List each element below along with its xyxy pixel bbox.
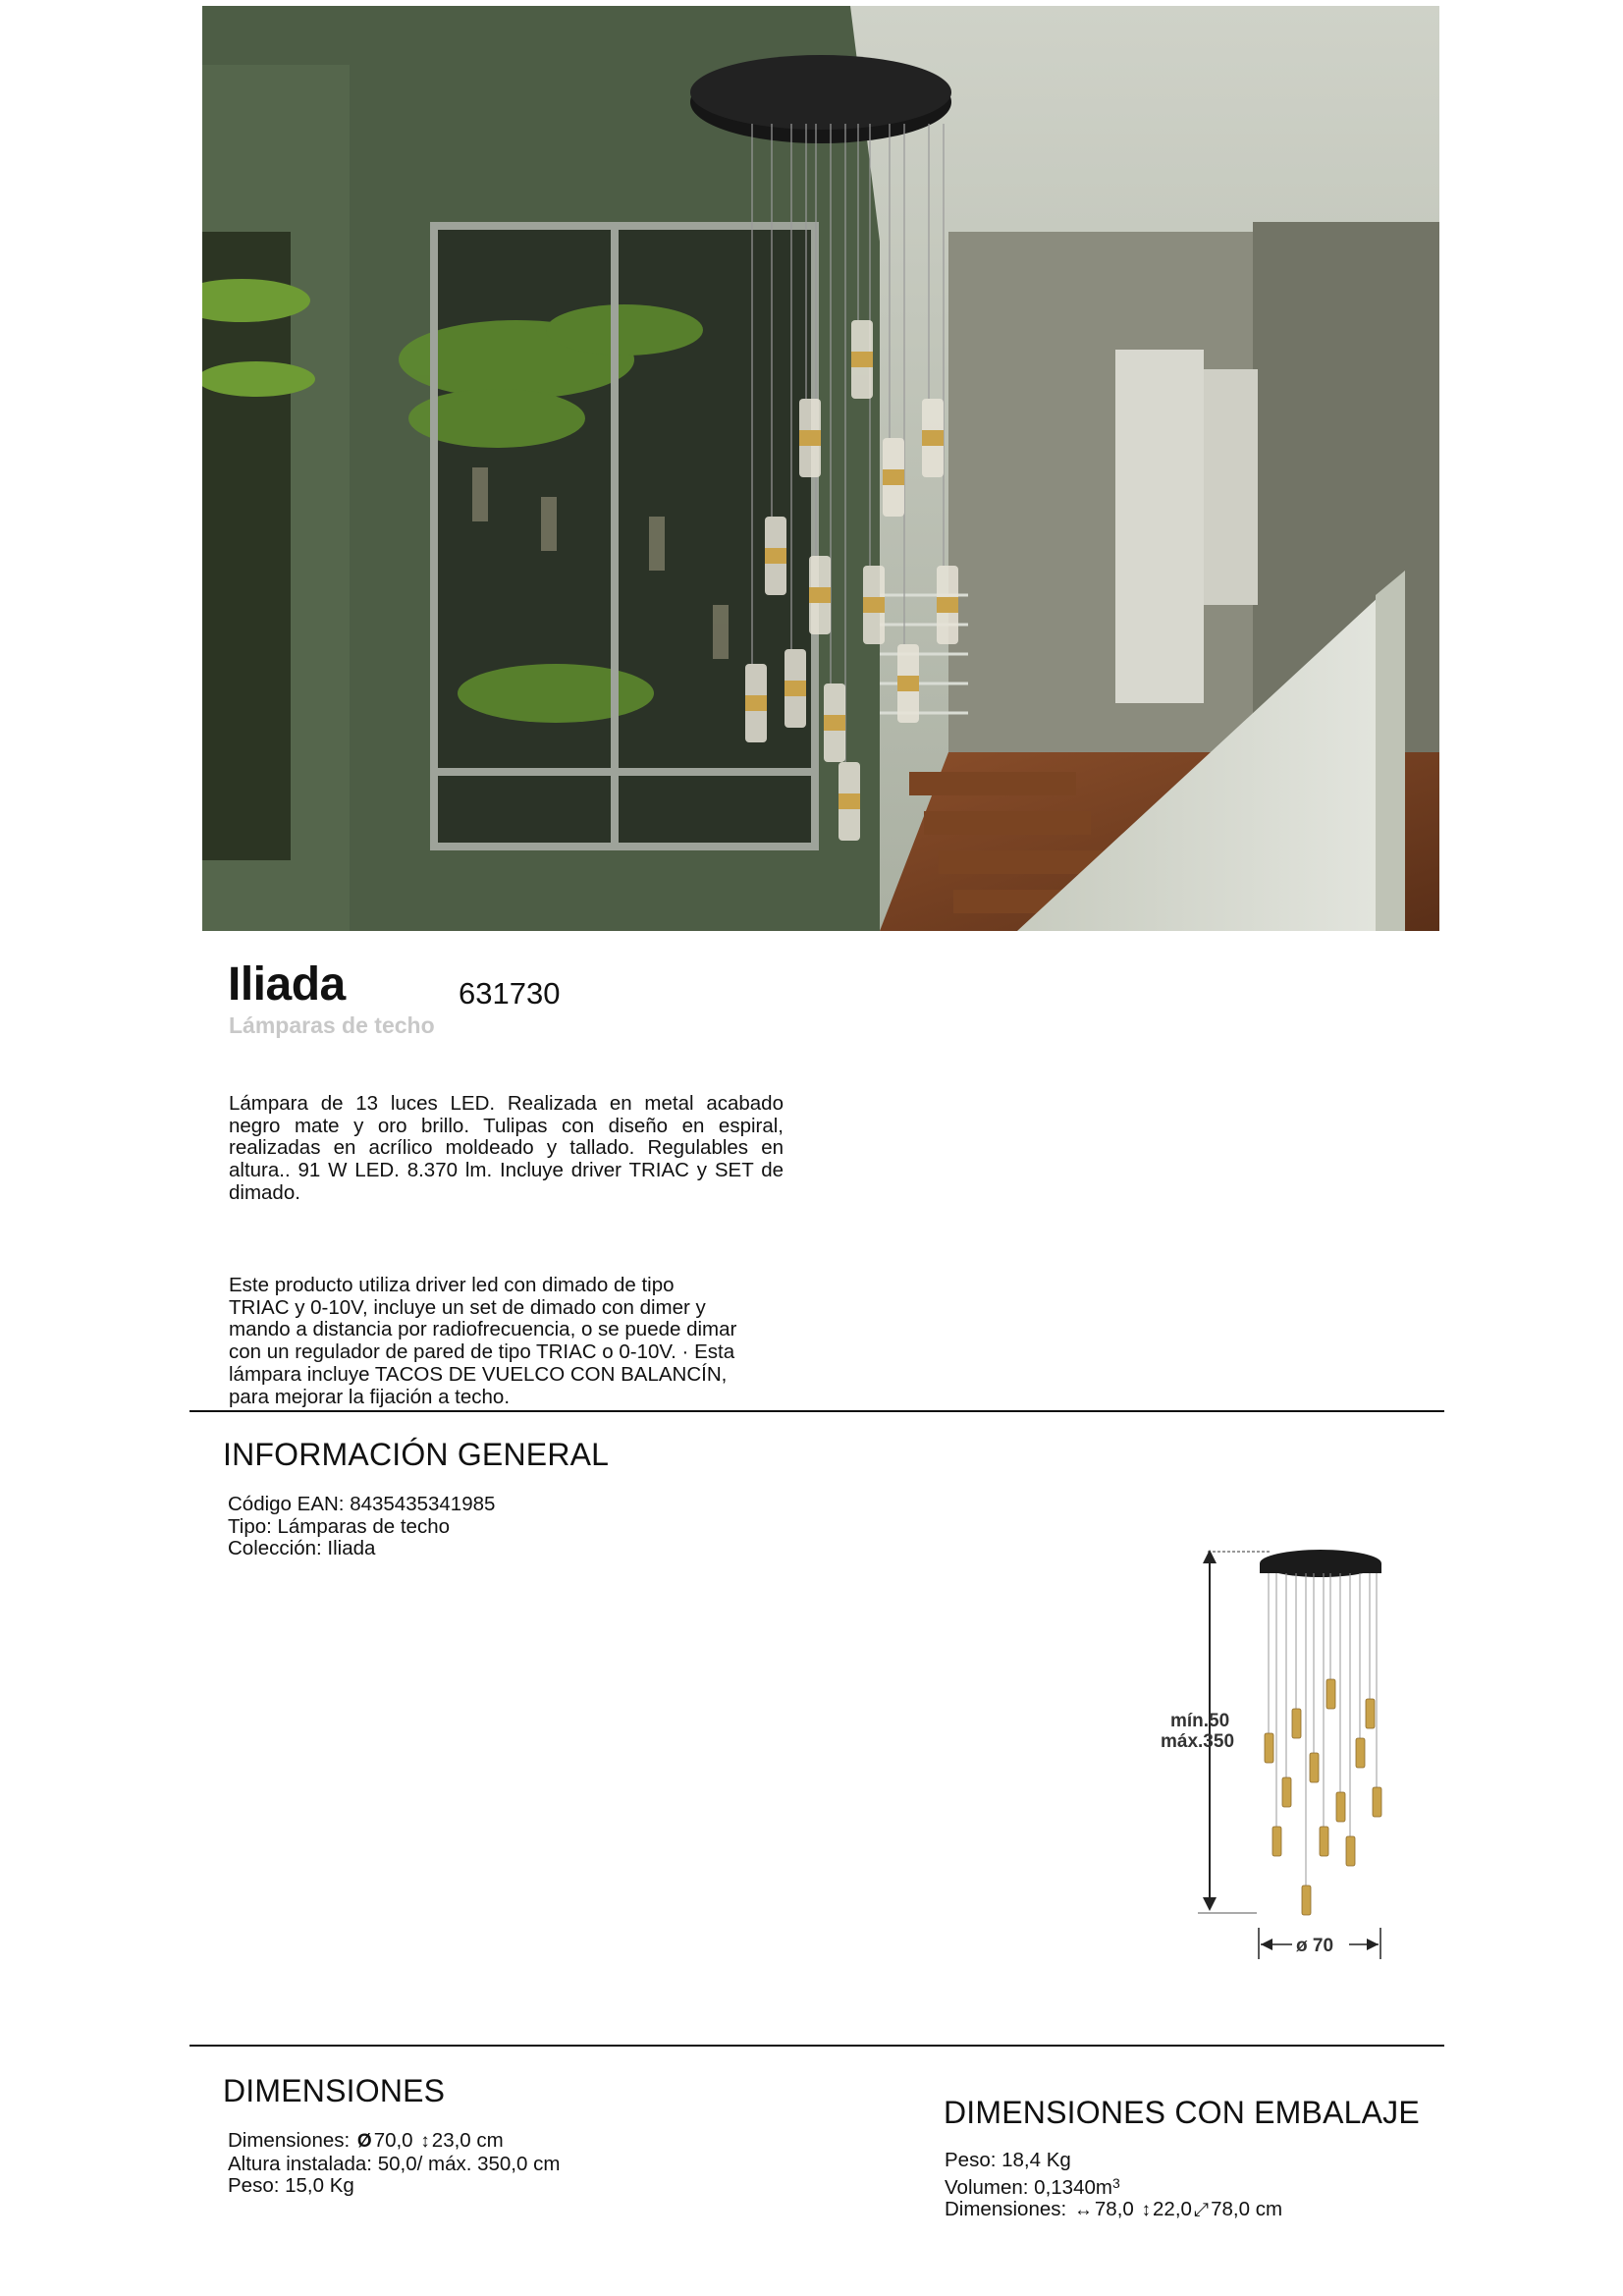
product-photo [202,6,1439,931]
height-arrow-icon: ↕ [1141,2200,1152,2221]
height-arrow-icon: ↕ [420,2131,430,2152]
dimensions-row: Dimensiones: Ø70,0 ↕23,0 cm [228,2129,504,2152]
product-description: Lámpara de 13 luces LED. Realizada en metal acabado negro mate y oro brillo. Tulipas con diseño en espiral, realizadas en acrílico moldeado y tallado. Regulables en altura.. 91 W LED. 8.370 lm. Incluye driver TRIAC y SET de dimado. [229,1092,784,1204]
diameter-icon: Ø [356,2131,372,2152]
dimensions-title: DIMENSIONES [223,2073,446,2108]
weight: Peso: 15,0 Kg [228,2174,354,2198]
collection: Colección: Iliada [228,1537,376,1560]
product-type: Tipo: Lámparas de techo [228,1514,451,1538]
height-min-label: mín.50 [1170,1711,1230,1731]
depth-arrow-icon: ⤢ [1193,2200,1210,2221]
height-max-label: máx.350 [1161,1731,1235,1752]
packaging-title: DIMENSIONES CON EMBALAJE [944,2095,1420,2130]
width-arrow-icon: ↔ [1073,2200,1093,2221]
packaging-volume: Volumen: $0,1340m^3$ [945,2174,1120,2199]
diameter-label: ø 70 [1296,1936,1334,1956]
general-info-title: INFORMACIÓN GENERAL [223,1437,610,1472]
installed-height: Altura instalada: 50,0/ máx. 350,0 cm [228,2152,561,2175]
dimension-diagram [1149,1542,1404,1964]
ean-code: Código EAN: 8435435341985 [228,1493,496,1515]
packaging-weight: Peso: 18,4 Kg [945,2149,1071,2171]
product-code: 631730 [459,976,561,1011]
product-category: Lámparas de techo [229,1012,435,1038]
product-name: Iliada [228,958,346,1011]
dimensions-list [228,2130,560,2198]
general-info-list [228,1494,495,1560]
packaging-list [945,2150,1282,2222]
driver-description: Este producto utiliza driver led con dimado de tipo TRIAC y 0-10V, incluye un set de dimado con dimer y mando a distancia por radiofrecuencia, o se puede dimar con un regulador de pared de tipo TRIAC o 0-10V. · Esta lámpara incluye TACOS DE VUELCO CON BALANCÍN, para mejorar la fijación a techo. [229,1274,737,1408]
packaging-dimensions: Dimensiones: ↔78,0 ↕22,0 ⤢78,0 cm [945,2198,1283,2221]
section-divider [189,1410,1444,1412]
section-divider [189,2045,1444,2047]
